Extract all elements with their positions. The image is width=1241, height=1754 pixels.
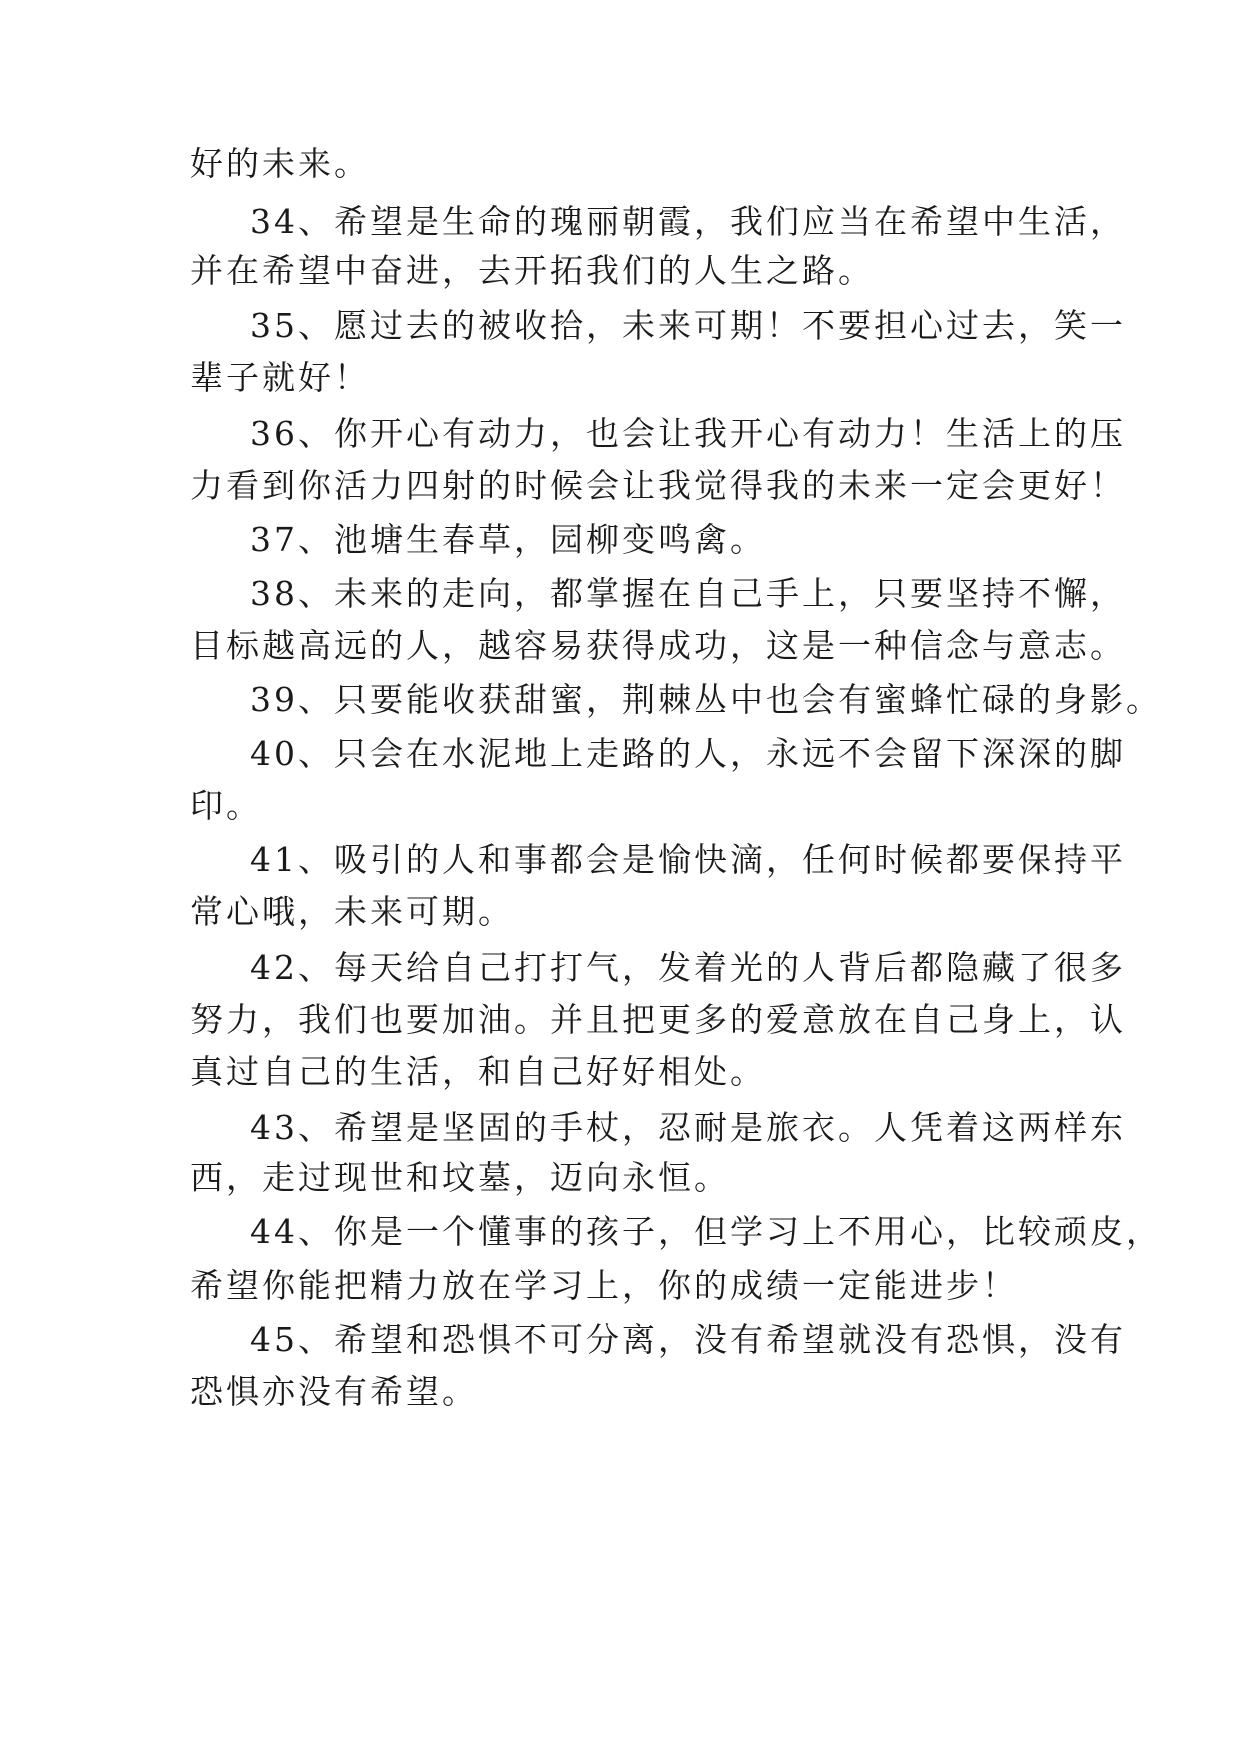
text-line: 并在希望中奋进，去开拓我们的人生之路。 bbox=[190, 251, 874, 290]
text-line: 35、愿过去的被收拾，未来可期！不要担心过去，笑一 bbox=[250, 306, 1126, 345]
text-line: 45、希望和恐惧不可分离，没有希望就没有恐惧，没有 bbox=[250, 1320, 1126, 1359]
text-line: 38、未来的走向，都掌握在自己手上，只要坚持不懈， bbox=[250, 574, 1126, 613]
text-line: 目标越高远的人，越容易获得成功，这是一种信念与意志。 bbox=[190, 626, 1126, 665]
text-line: 44、你是一个懂事的孩子，但学习上不用心，比较顽皮， bbox=[250, 1212, 1162, 1251]
text-line: 希望你能把精力放在学习上，你的成绩一定能进步！ bbox=[190, 1266, 1018, 1305]
text-line: 努力，我们也要加油。并且把更多的爱意放在自己身上，认 bbox=[190, 1000, 1126, 1039]
text-line: 力看到你活力四射的时候会让我觉得我的未来一定会更好！ bbox=[190, 466, 1126, 505]
text-line: 39、只要能收获甜蜜，荆棘丛中也会有蜜蜂忙碌的身影。 bbox=[250, 680, 1162, 719]
text-line: 42、每天给自己打打气，发着光的人背后都隐藏了很多 bbox=[250, 948, 1126, 987]
text-line: 常心哦，未来可期。 bbox=[190, 892, 514, 931]
text-line: 36、你开心有动力，也会让我开心有动力！生活上的压 bbox=[250, 414, 1126, 453]
text-line: 40、只会在水泥地上走路的人，永远不会留下深深的脚 bbox=[250, 734, 1126, 773]
text-line: 34、希望是生命的瑰丽朝霞，我们应当在希望中生活， bbox=[250, 202, 1126, 241]
text-line: 恐惧亦没有希望。 bbox=[190, 1372, 478, 1411]
text-line: 好的未来。 bbox=[190, 144, 370, 183]
text-line: 41、吸引的人和事都会是愉快滴，任何时候都要保持平 bbox=[250, 840, 1126, 879]
text-line: 西，走过现世和坟墓，迈向永恒。 bbox=[190, 1158, 730, 1197]
text-line: 辈子就好！ bbox=[190, 358, 370, 397]
text-line: 真过自己的生活，和自己好好相处。 bbox=[190, 1052, 766, 1091]
text-line: 37、池塘生春草，园柳变鸣禽。 bbox=[250, 520, 766, 559]
text-line: 印。 bbox=[190, 786, 262, 825]
text-line: 43、希望是坚固的手杖，忍耐是旅衣。人凭着这两样东 bbox=[250, 1108, 1126, 1147]
